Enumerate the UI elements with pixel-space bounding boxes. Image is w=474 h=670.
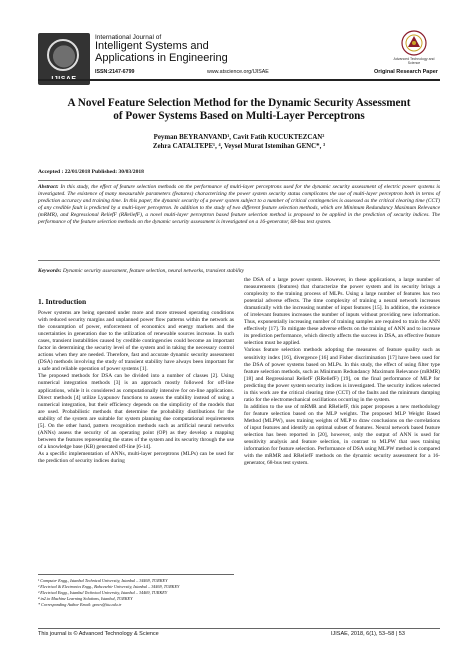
- issn: ISSN:2147-6799: [95, 69, 135, 75]
- header-divider: [38, 79, 440, 81]
- authors-line1: Peyman BEYRANVAND¹, Cavit Fatih KUCUKTEZCAN²: [153, 134, 325, 141]
- abstract-text: In this study, the effect of feature selection methods on the performance of multi-layer perceptrons used for the dynamic security assessment of electric power systems is investigated. The existence of many measurable parameters (features) characterizing the power system security status complicates the use of multi-layer perceptron both in terms of prediction accuracy and training time. In this paper, the dynamic security of a power system subject to a number of critical contingencies is assessed as the critical clearing time (CCT) of any credible fault is predicted by a multi-layer perceptron. In addition to the study of two different feature selection methods, which are Minimum Redundancy Maximum Relevance (mRMR), and Regressional ReliefF (RReliefF), a novel multi-layer perceptron based feature selection method is proposed to be applied in the prediction of security indices. The performance of the feature selection methods on the dynamic security assessment is investigated on a 16-generator, 68-bus test system.: [38, 184, 440, 226]
- logo-globe-icon: [47, 39, 79, 71]
- publisher-logo: [388, 29, 440, 67]
- journal-website[interactable]: www.atscience.org/IJISAE: [207, 69, 269, 75]
- abstract-label: Abstract:: [38, 184, 59, 190]
- footer-citation: IJISAE, 2018, 6(1), 53–58 | 53: [331, 631, 405, 637]
- keywords-label: Keywords:: [38, 268, 62, 274]
- paragraph: Various feature selection methods adopting the measures of feature quality such as sensitivity index [16], divergence [16] and Fisher discrimination [17] have been used for the DSA of power systems based on MLPs. In this study, the effect of using filter type feature selection methods, such as Minimum Redundancy Maximum Relevance (mRMR) [18] and Regressional ReliefF (RReliefF) [19], on the final performance of MLP for predicting the power system security indices is investigated. The security indices selected in this work are the critical clearing time (CCT) of the faults and the minimum damping ratio for the electromechanical oscillations occurring in the system.: [244, 347, 440, 403]
- paper-title-line2: of Power Systems Based on Multi-Layer Perceptrons: [113, 110, 365, 122]
- abstract-box: [38, 180, 440, 261]
- authors-line2: Zehra CATALTEPE¹, ⁴, Veysel Murat Istemihan GENC*, ³: [152, 142, 326, 150]
- journal-name-line2: Applications in Engineering: [95, 51, 228, 64]
- paragraph: As a specific implementation of ANNs, multi-layer perceptrons (MLPs) can be used for the prediction of security indices during: [38, 450, 234, 464]
- footnotes: [38, 574, 234, 608]
- keywords: [38, 268, 244, 274]
- section-heading-introduction: 1. Introduction: [38, 297, 87, 306]
- publisher-logo-text: Advanced Technology and Science: [393, 57, 435, 65]
- paragraph: The proposed methods for DSA can be divided into a number of classes [2]. Using numerical integration methods [3] is an approach mostly followed for off-line applications, while it is considered as computationally intensive for on-line applications. Direct methods [4] utilize Lyapunov functions to assess the stability instead of using a numerical integration, but their efficiency depends on the simplicity of the models that are used. Probabilistic methods that determine the probability distributions for the stability of the system are suitable for system planning due computational requirements [5]. On the other hand, pattern recognition methods such as artificial neural networks (ANNs) assess the security of an operating point (OP) as they develop a mapping between the features representing the states of the system and its security through the use of a knowledge base (KB) generated off-line [6-14].: [38, 373, 234, 450]
- paragraph: In addition to the use of mRMR and RReliefF, this paper proposes a new methodology for feature selection based on the MLP weights. The proposed MLP Weight Based Method (MLPW), uses training weights of MLP to draw conclusions on the correlations of input features and identify an optimal subset of features. Neural network based feature selection has been reported in [20], however, only the output of ANN is used for sensitivity analysis and feature selection, in contrast to MLPW that uses training information for feature selection. Performance of DSA using MLPW method is compared with the mRMR and RReliefF methods on the dynamic security assessment for a 16-generator, 68-bus test system.: [244, 403, 440, 467]
- right-column: [244, 277, 440, 467]
- paper-title-line1: A Novel Feature Selection Method for the Dynamic Security Assessment: [67, 97, 411, 109]
- footnote: ³ Electrical Engg., Istanbul Technical University, Istanbul – 34469, TURKEY: [38, 590, 168, 596]
- footnote: ¹ Computer Engg., Istanbul Technical University, Istanbul – 34469, TURKEY: [38, 578, 168, 583]
- footer-copyright: This journal is © Advanced Technology & Science: [38, 631, 159, 637]
- paragraph: the DSA of a large power system. However, in these applications, a large number of measurements (features) that characterize the power system and its security brings a complexity to the training process of MLPs. Using a large number of features has two potential adverse effects. The time complexity of training a neural network increases dramatically with the increasing number of input features [15]. In addition, the existence of irrelevant features increases the number of inputs without providing new information. Thus, exponentially increasing number of training samples are required to train the ANN effectively [17]. To mitigate these adverse effects on the training of ANN and to increase its prediction performance, which directly affects the success in DSA, an effective feature selection must be applied.: [244, 277, 440, 347]
- journal-logo: [38, 33, 90, 85]
- keywords-text: Dynamic security assessment, feature selection, neural networks, transient stability: [62, 268, 245, 274]
- footnote: ⁴ in2.io Machine Learning Solutions, Istanbul, TURKEY: [38, 596, 133, 602]
- footer-divider: [38, 628, 440, 629]
- journal-name-line1: Intelligent Systems and: [95, 40, 209, 52]
- footnote-email: * Corresponding Author Email: gencv@itu.edu.tr: [38, 602, 122, 608]
- publication-dates: Accepted : 22/01/2018 Published: 30/03/2018: [38, 169, 144, 175]
- left-column: [38, 297, 234, 465]
- journal-info: [95, 34, 335, 64]
- paragraph: Power systems are being operated under more and more stressed operating conditions with reduced security margins and unplanned power flow patterns within the network as the consumption of power, enforcement of economics and energy markets and the uncertainties in generation due to the utilization of renewable sources increase. In such cases, transient instabilities caused by credible contingencies could become an important factor in determining the security level of the system and in taking the necessary control actions when they are needed. Therefore, fast and accurate dynamic security assessment (DSA) methods involving the study of transient stability have always been important for a safe and reliable operation of power systems [1].: [38, 310, 234, 373]
- footnote: ² Electrical & Electronics Engg., Bahcesehir University, Istanbul – 34469, TURKEY: [38, 584, 180, 590]
- paper-type: Original Research Paper: [374, 69, 438, 75]
- journal-intl: International Journal of: [95, 34, 162, 41]
- paper-title: [38, 97, 440, 123]
- publisher-logo-icon: [388, 29, 440, 57]
- author-list: [38, 134, 440, 151]
